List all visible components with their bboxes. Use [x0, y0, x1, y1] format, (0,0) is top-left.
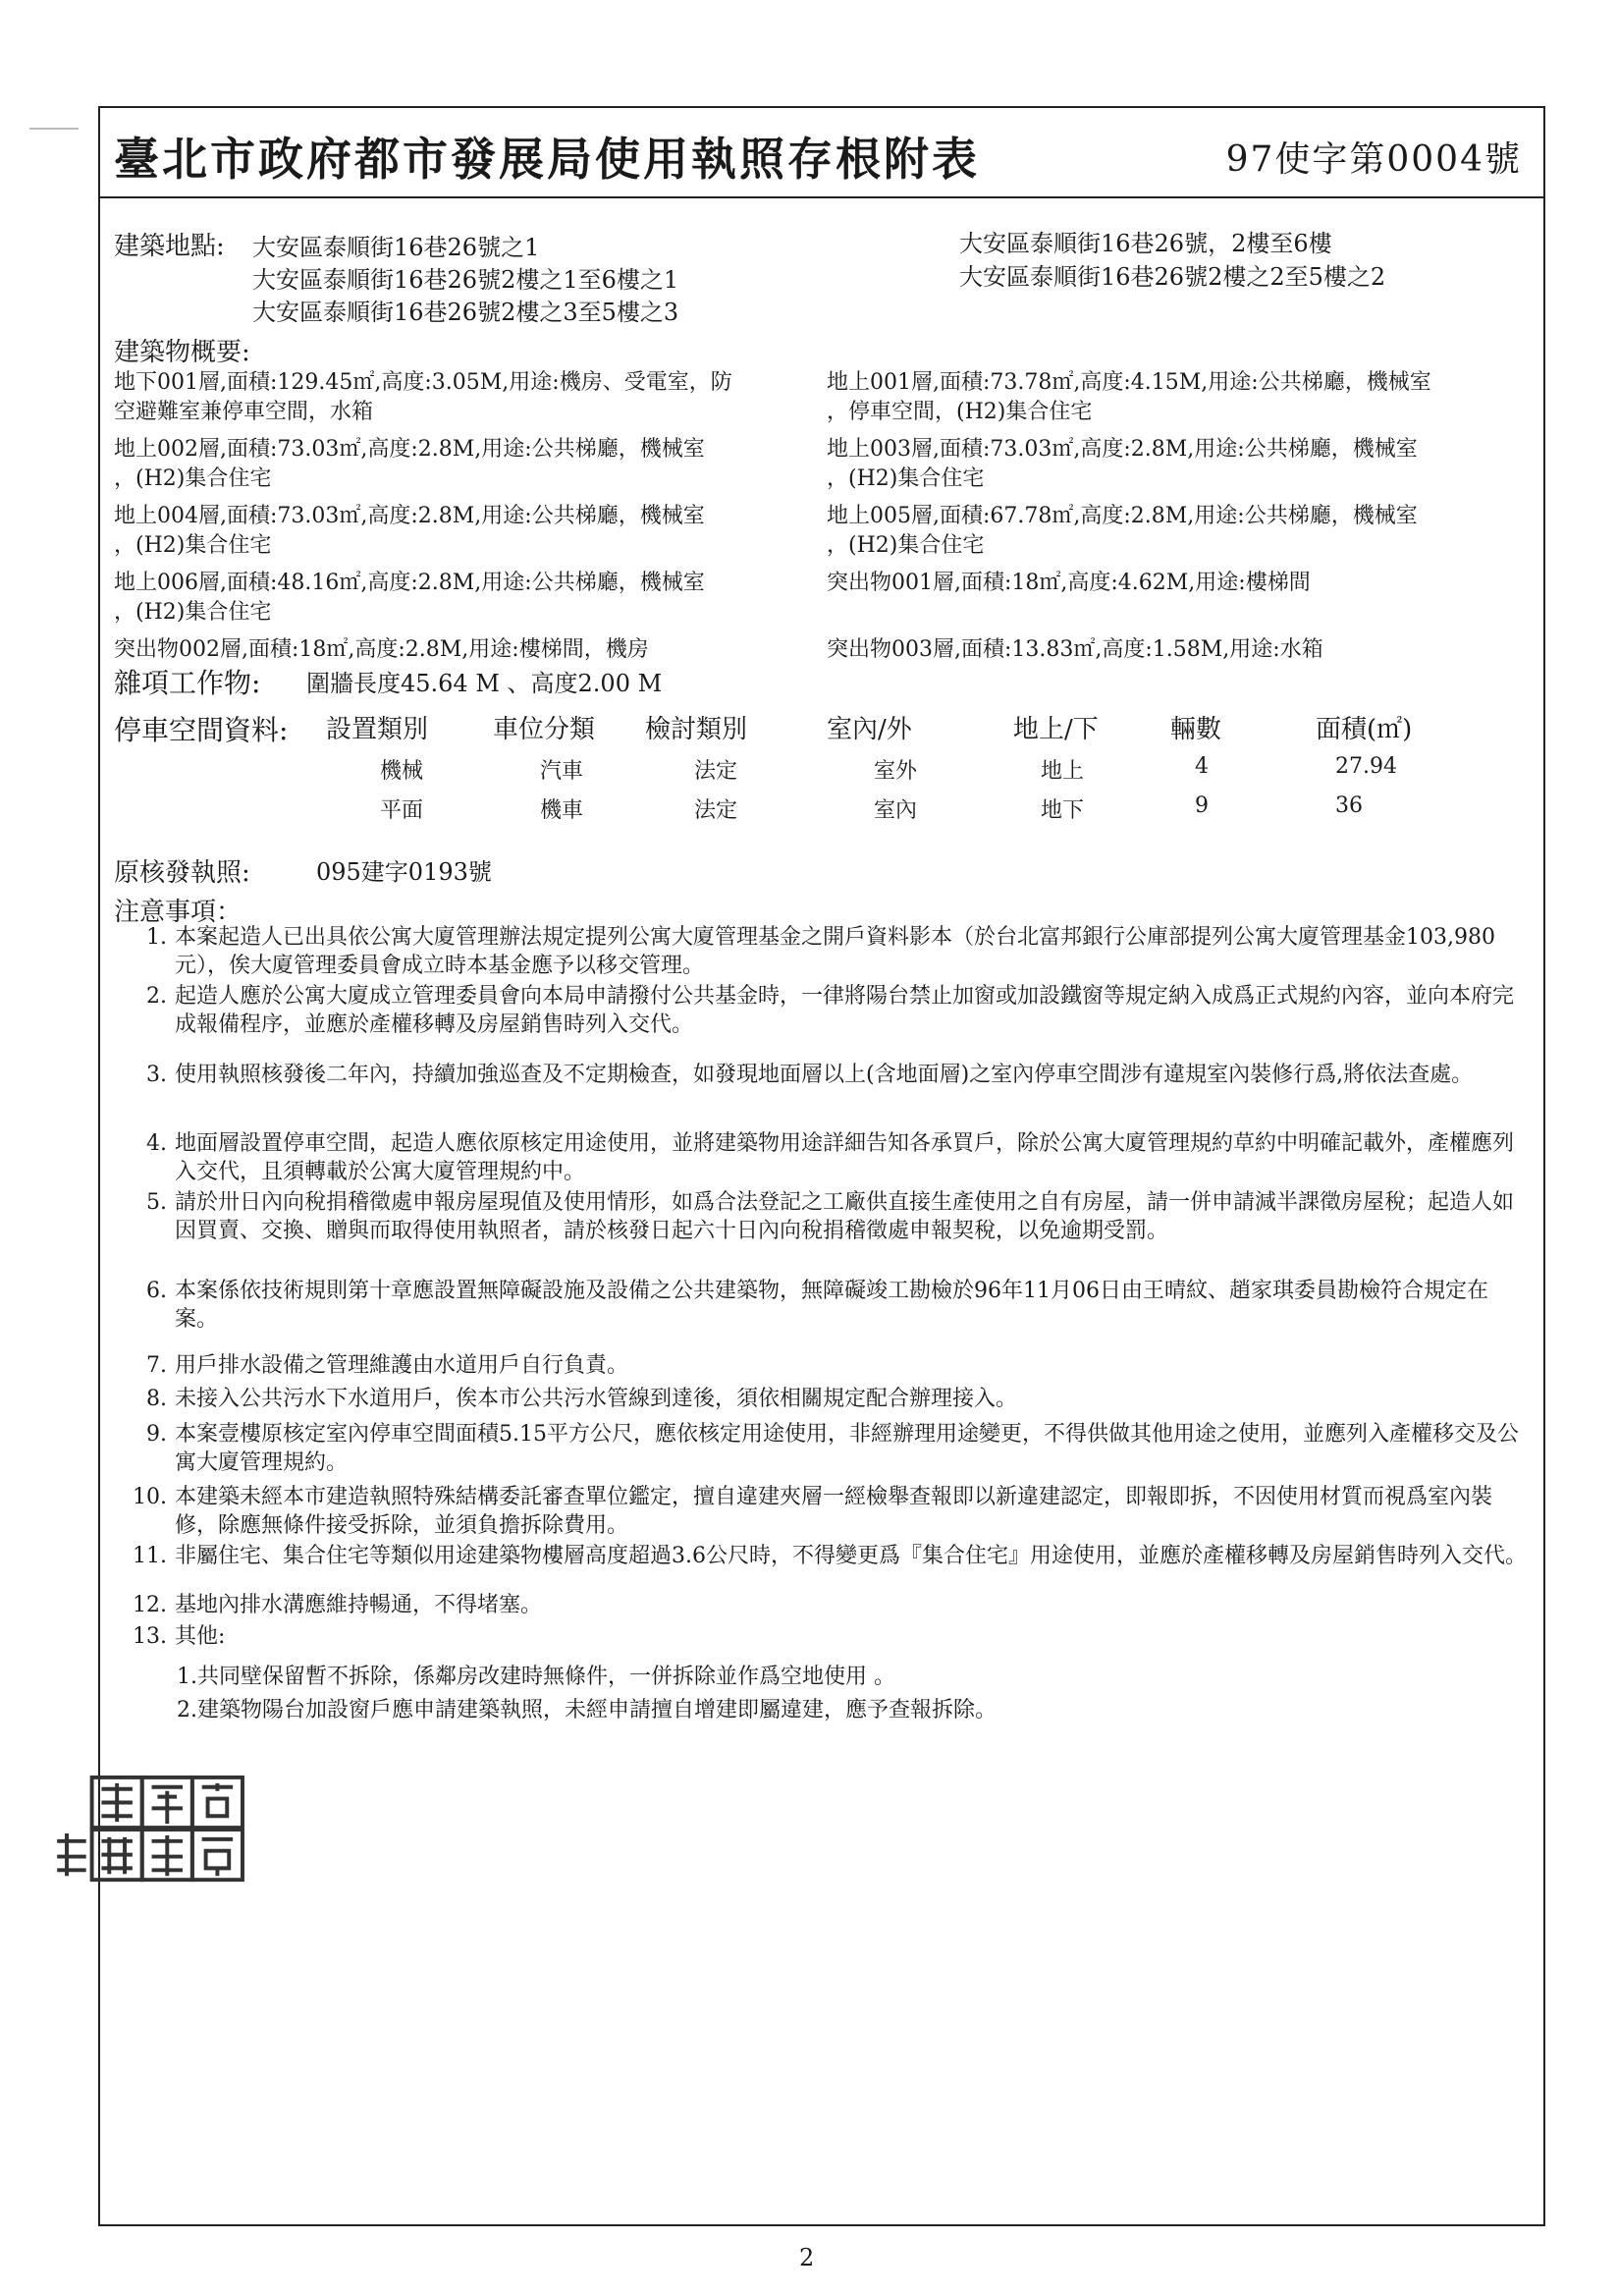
overview-row-5-left: 地上004層,面積:73.03㎡,高度:2.8M,用途:公共梯廳，機械室 — [114, 504, 705, 528]
parking-cell-r1-c1: 機械 — [380, 759, 424, 784]
note-number: 13. — [133, 1624, 167, 1649]
parking-cell-r1-c7: 27.94 — [1335, 754, 1397, 779]
margin-mark — [29, 128, 79, 130]
document-frame — [98, 106, 1545, 2226]
parking-cell-r2-c2: 機車 — [540, 798, 584, 823]
notes-label: 注意事項： — [114, 898, 243, 927]
overview-row-4-left: ，(H2)集合住宅 — [114, 466, 272, 491]
address-left-2: 大安區泰順街16巷26號2樓之1至6樓之1 — [252, 266, 679, 294]
note-text: 本案係依技術規則第十章應設置無障礙設施及設備之公共建築物，無障礙竣工勘檢於96年11月06日由王晴紋、趙家琪委員勘檢符合規定在案。 — [175, 1279, 1488, 1332]
overview-row-3-right: 地上003層,面積:73.03㎡,高度:2.8M,用途:公共梯廳，機械室 — [827, 437, 1418, 462]
note-sub-item-2: 2.建築物陽台加設窗戶應申請建築執照，未經申請擅自增建即屬違建，應予查報拆除。 — [177, 1698, 997, 1722]
overview-row-6-right: ，(H2)集合住宅 — [827, 533, 985, 558]
parking-cell-r2-c6: 9 — [1195, 793, 1209, 818]
note-number: 2. — [146, 984, 167, 1009]
parking-header-3: 檢討類別 — [645, 715, 748, 744]
overview-row-1-right: 地上001層,面積:73.78㎡,高度:4.15M,用途:公共梯廳，機械室 — [827, 370, 1431, 395]
parking-cell-r2-c3: 法定 — [694, 798, 738, 823]
parking-header-2: 車位分類 — [493, 715, 596, 744]
overview-row-3-left: 地上002層,面積:73.03㎡,高度:2.8M,用途:公共梯廳，機械室 — [114, 437, 705, 462]
note-number: 8. — [146, 1387, 167, 1411]
parking-cell-r1-c3: 法定 — [694, 759, 738, 784]
note-text: 本建築未經本市建造執照特殊結構委託審查單位鑑定，擅自違建夾層一經檢舉查報即以新違建認定，即報即拆，不因使用材質而視爲室內裝修，除應無條件接受拆除，並須負擔拆除費用。 — [175, 1485, 1493, 1538]
note-item-5 — [124, 1188, 1528, 1245]
parking-cell-r2-c7: 36 — [1335, 793, 1363, 818]
parking-cell-r1-c6: 4 — [1195, 754, 1209, 779]
parking-header-6: 輛數 — [1170, 715, 1222, 744]
note-number: 11. — [133, 1544, 167, 1568]
note-text: 其他: — [175, 1624, 226, 1649]
note-item-6 — [124, 1277, 1528, 1334]
note-text: 本案起造人已出具依公寓大廈管理辦法規定提列公寓大廈管理基金之開戶資料影本（於台北富邦銀行公庫部提列公寓大廈管理基金103,980元），俟大廈管理委員會成立時本基金應予以移交管理。 — [175, 925, 1495, 978]
misc-works-label: 雜項工作物: — [114, 667, 261, 699]
note-number: 6. — [146, 1279, 167, 1303]
note-item-3 — [124, 1061, 1528, 1089]
address-left-1: 大安區泰順街16巷26號之1 — [252, 234, 540, 261]
permit-number: 97使字第0004號 — [1225, 139, 1522, 180]
parking-label: 停車空間資料: — [114, 714, 289, 746]
note-text: 地面層設置停車空間，起造人應依原核定用途使用，並將建築物用途詳細告知各承買戶，除於公寓大廈管理規約草約中明確記載外，產權應列入交代，且須轉載於公寓大廈管理規約中。 — [175, 1131, 1515, 1184]
note-number: 10. — [133, 1485, 167, 1509]
note-number: 5. — [146, 1190, 167, 1215]
parking-header-1: 設置類別 — [326, 715, 429, 744]
note-text: 使用執照核發後二年內，持續加強巡查及不定期檢查，如發現地面層以上(含地面層)之室內停車空間涉有違規室內裝修行爲,將依法查處。 — [175, 1063, 1474, 1087]
parking-header-4: 室內/外 — [827, 715, 912, 744]
note-item-8 — [124, 1385, 1528, 1413]
note-item-12 — [124, 1591, 1528, 1619]
overview-row-6-left: ，(H2)集合住宅 — [114, 533, 272, 558]
overview-row-5-right: 地上005層,面積:67.78㎡,高度:2.8M,用途:公共梯廳，機械室 — [827, 504, 1418, 528]
note-number: 3. — [146, 1063, 167, 1087]
note-number: 7. — [146, 1353, 167, 1378]
address-right-1: 大安區泰順街16巷26號，2樓至6樓 — [959, 230, 1332, 257]
page-number: 2 — [799, 2244, 815, 2271]
original-permit-value: 095建字0193號 — [316, 858, 492, 886]
parking-cell-r2-c1: 平面 — [380, 798, 424, 823]
note-item-13 — [124, 1622, 1528, 1651]
note-item-9 — [124, 1420, 1528, 1477]
document-title: 臺北市政府都市發展局使用執照存根附表 — [114, 133, 980, 186]
parking-header-5: 地上/下 — [1013, 715, 1099, 744]
address-label: 建築地點: — [114, 232, 225, 261]
note-sub-item-1: 1.共同壁保留暫不拆除，係鄰房改建時無條件，一併拆除並作爲空地使用 。 — [177, 1665, 895, 1689]
note-item-2 — [124, 982, 1528, 1039]
note-number: 1. — [146, 925, 167, 950]
parking-cell-r2-c4: 室內 — [874, 798, 918, 823]
overview-label: 建築物概要: — [114, 338, 250, 367]
parking-cell-r1-c4: 室外 — [874, 759, 918, 784]
address-left-3: 大安區泰順街16巷26號2樓之3至5樓之3 — [252, 299, 679, 326]
overview-row-9-right: 突出物003層,面積:13.83㎡,高度:1.58M,用途:水箱 — [827, 637, 1323, 662]
note-text: 未接入公共污水下水道用戶，俟本市公共污水管線到達後，須依相關規定配合辦理接入。 — [175, 1387, 1018, 1411]
note-text: 請於卅日內向稅捐稽徵處申報房屋現值及使用情形，如爲合法登記之工廠供直接生產使用之自有房屋，請一併申請減半課徵房屋稅；起造人如因買賣、交換、贈與而取得使用執照者，請於核發日起六十日內向稅捐稽徵處申報契稅，以免逾期受罰。 — [175, 1190, 1515, 1243]
official-seal-stamp — [39, 1774, 270, 1889]
title-row — [100, 108, 1543, 198]
note-item-10 — [124, 1483, 1528, 1540]
note-text: 基地內排水溝應維持暢通，不得堵塞。 — [175, 1593, 543, 1617]
note-text: 非屬住宅、集合住宅等類似用途建築物樓層高度超過3.6公尺時，不得變更爲『集合住宅』用途使用，並應於產權移轉及房屋銷售時列入交代。 — [175, 1544, 1527, 1568]
overview-row-9-left: 突出物002層,面積:18㎡,高度:2.8M,用途:樓梯間，機房 — [114, 637, 649, 662]
overview-row-2-left: 空避難室兼停車空間，水箱 — [114, 400, 374, 424]
overview-row-8-left: ，(H2)集合住宅 — [114, 600, 272, 625]
address-right-2: 大安區泰順街16巷26號2樓之2至5樓之2 — [959, 263, 1386, 291]
note-text: 起造人應於公寓大廈成立管理委員會向本局申請撥付公共基金時，一律將陽台禁止加窗或加設鐵窗等規定納入成爲正式規約內容，並向本府完成報備程序，並應於產權移轉及房屋銷售時列入交代。 — [175, 984, 1515, 1037]
parking-header-7: 面積(㎡) — [1316, 715, 1413, 744]
overview-row-1-left: 地下001層,面積:129.45㎡,高度:3.05M,用途:機房、受電室，防 — [114, 370, 732, 395]
overview-row-4-right: ，(H2)集合住宅 — [827, 466, 985, 491]
note-number: 9. — [146, 1422, 167, 1447]
parking-cell-r1-c5: 地上 — [1041, 759, 1085, 784]
misc-works-value: 圍牆長度45.64 M 、高度2.00 M — [306, 670, 663, 697]
parking-cell-r2-c5: 地下 — [1041, 798, 1085, 823]
overview-row-7-right: 突出物001層,面積:18㎡,高度:4.62M,用途:樓梯間 — [827, 571, 1311, 595]
note-item-11 — [124, 1542, 1528, 1570]
overview-row-7-left: 地上006層,面積:48.16㎡,高度:2.8M,用途:公共梯廳，機械室 — [114, 571, 705, 595]
overview-row-2-right: ，停車空間，(H2)集合住宅 — [827, 400, 1093, 424]
original-permit-label: 原核發執照: — [114, 858, 250, 888]
note-text: 本案壹樓原核定室內停車空間面積5.15平方公尺，應依核定用途使用，非經辦理用途變更，不得供做其他用途之使用，並應列入產權移交及公寓大廈管理規約。 — [175, 1422, 1519, 1475]
note-text: 用戶排水設備之管理維護由水道用戶自行負責。 — [175, 1353, 629, 1378]
note-item-7 — [124, 1351, 1528, 1380]
parking-cell-r1-c2: 汽車 — [540, 759, 584, 784]
note-item-1 — [124, 923, 1528, 980]
note-item-4 — [124, 1129, 1528, 1186]
note-number: 12. — [133, 1593, 167, 1617]
note-number: 4. — [146, 1131, 167, 1156]
